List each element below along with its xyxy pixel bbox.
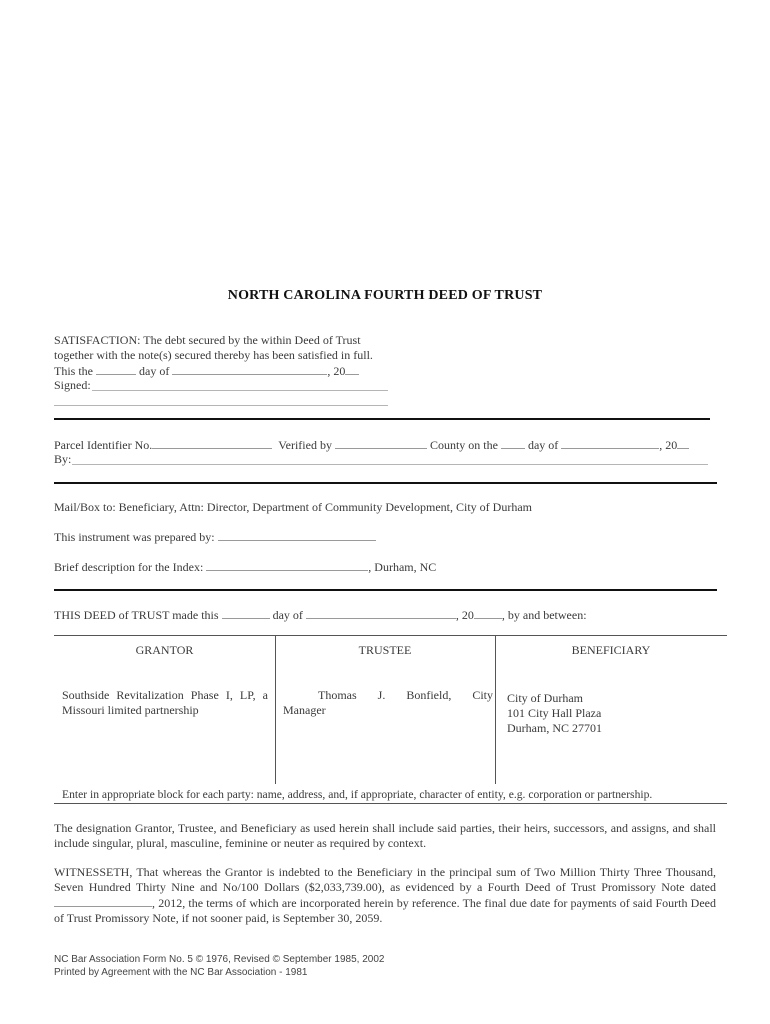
this-the-label: This the: [54, 364, 93, 378]
day-of-label: day of: [139, 364, 170, 378]
brief-description-suffix: , Durham, NC: [368, 560, 437, 574]
signed-label: Signed:: [54, 378, 91, 392]
parcel-day-of-label: day of: [527, 438, 559, 452]
witnesseth-part-1: WITNESSETH, That whereas the Grantor is indebted to the Beneficiary in the principal sum of Two Million Thirty Three Thousand, Seven Hundred Thirty Nine and No/100 Dollars ($2,033,739.00), as evidenced by a Fourth Deed of Trust Promissory Note dated: [54, 865, 716, 894]
county-day-field[interactable]: [501, 437, 525, 449]
signed-line: [54, 378, 91, 393]
grantor-header: GRANTOR: [135, 643, 194, 657]
grantor-text: Southside Revitalization Phase I, LP, a Missouri limited partnership: [62, 688, 268, 717]
deed-made-prefix: THIS DEED of TRUST made this: [54, 608, 219, 622]
parcel-id-field[interactable]: [152, 437, 272, 449]
deed-day-field[interactable]: [222, 607, 270, 619]
year-prefix: , 20: [327, 364, 346, 378]
prepared-by-field[interactable]: [218, 529, 376, 541]
deed-year-field[interactable]: [474, 607, 502, 619]
by-label: By:: [54, 452, 72, 466]
parties-instruction: Enter in appropriate block for each party: name, address, and, if appropriate, character of entity, e.g. corporation or partnership.: [62, 788, 653, 801]
footer-line-1: NC Bar Association Form No. 5 © 1976, Revised © September 1985, 2002: [54, 954, 385, 965]
parcel-label: Parcel Identifier No.: [54, 438, 153, 452]
witnesseth-paragraph: [54, 865, 716, 926]
satisfaction-year-field[interactable]: [345, 363, 359, 375]
by-line: [54, 452, 71, 467]
witnesseth-part-2: , 2012, the terms of which are incorporated herein by reference. The final due date for payments of said Fourth Deed of Trust Promissory Note, if not sooner paid, is September 30, 2059.: [54, 896, 716, 925]
brief-description-field[interactable]: [206, 559, 368, 571]
county-on-the-label: County on the: [429, 438, 498, 452]
county-month-field[interactable]: [561, 437, 659, 449]
document-title: NORTH CAROLINA FOURTH DEED OF TRUST: [227, 288, 543, 303]
deed-year-prefix: , 20: [455, 608, 474, 622]
parties-divider-2: [495, 636, 496, 784]
footer-line-2: Printed by Agreement with the NC Bar Association - 1981: [54, 967, 308, 978]
prepared-by-label: This instrument was prepared by:: [54, 530, 215, 544]
verified-by-field[interactable]: [335, 437, 427, 449]
section-divider-2: [54, 482, 717, 484]
parties-table-bottom: [54, 803, 727, 804]
parties-table-top: [54, 635, 727, 636]
beneficiary-line-2: 101 City Hall Plaza: [507, 706, 602, 720]
signed-field[interactable]: [92, 390, 388, 391]
deed-month-field[interactable]: [306, 607, 456, 619]
designation-paragraph: The designation Grantor, Trustee, and Beneficiary as used herein shall include said parties, their heirs, successors, and assigns, and shall include singular, plural, masculine, feminine or neuter as required by context.: [54, 821, 716, 850]
trustee-line-1: Thomas J. Bonfield, City: [318, 688, 493, 702]
beneficiary-header: BENEFICIARY: [571, 643, 651, 657]
note-date-field[interactable]: [54, 895, 152, 907]
deed-made-suffix: , by and between:: [501, 608, 587, 622]
trustee-line-2: Manager: [283, 703, 326, 717]
section-divider-1: [54, 418, 710, 420]
verified-by-label: Verified by: [278, 438, 332, 452]
prepared-by-line: [54, 529, 376, 545]
trustee-header: TRUSTEE: [358, 643, 412, 657]
deed-made-line: [54, 607, 587, 623]
satisfaction-line-2: together with the note(s) secured thereby has been satisfied in full.: [54, 348, 373, 362]
parcel-year-field[interactable]: [677, 437, 689, 449]
signed-extra-line[interactable]: [54, 405, 388, 406]
by-field[interactable]: [72, 464, 708, 465]
satisfaction-line-1: SATISFACTION: The debt secured by the within Deed of Trust: [54, 333, 361, 347]
parties-divider-1: [275, 636, 276, 784]
parcel-year-prefix: , 20: [659, 438, 678, 452]
satisfaction-date-line: [54, 363, 359, 379]
deed-day-of-label: day of: [272, 608, 303, 622]
satisfaction-month-field[interactable]: [172, 363, 327, 375]
brief-description-line: [54, 559, 436, 575]
beneficiary-line-3: Durham, NC 27701: [507, 721, 602, 735]
satisfaction-day-field[interactable]: [96, 363, 136, 375]
mailbox-line: Mail/Box to: Beneficiary, Attn: Director, Department of Community Development, City of Durham: [54, 500, 532, 514]
parcel-line: [54, 437, 689, 453]
brief-description-label: Brief description for the Index:: [54, 560, 204, 574]
beneficiary-line-1: City of Durham: [507, 691, 583, 705]
section-divider-3: [54, 589, 717, 591]
